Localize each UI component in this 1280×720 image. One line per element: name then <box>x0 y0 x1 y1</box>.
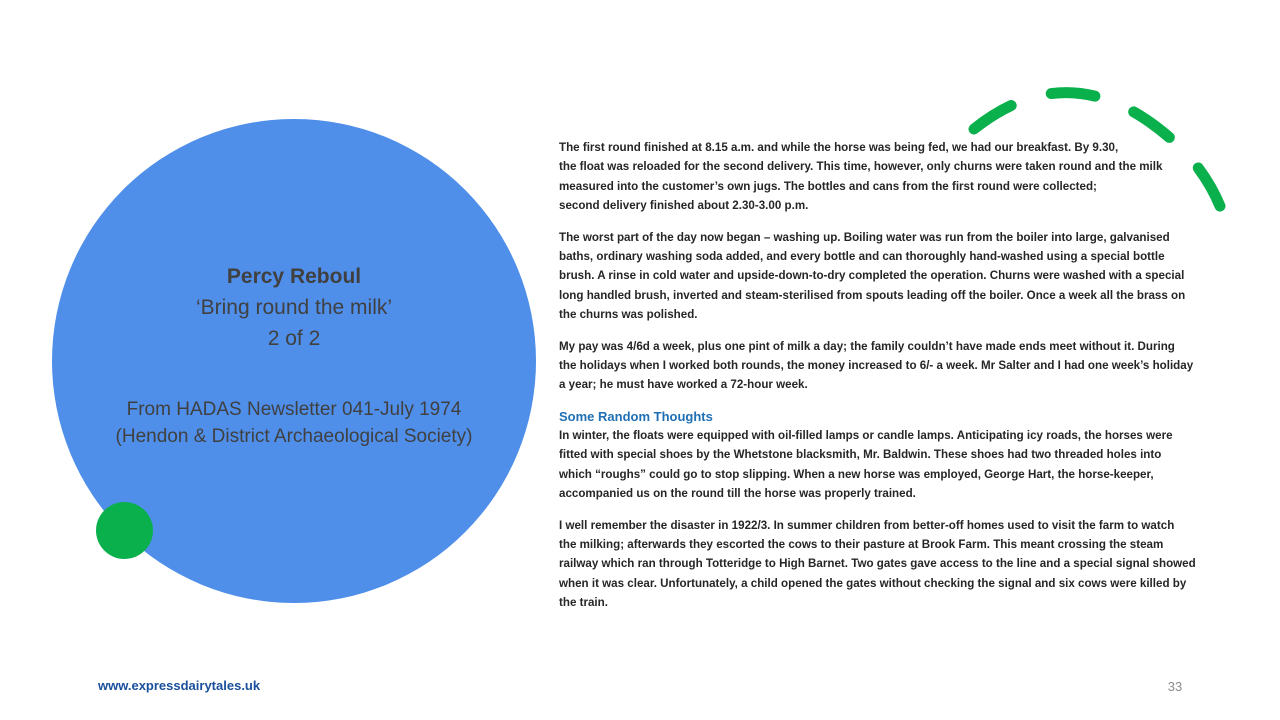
text-line: second delivery finished about 2.30-3.00 p.m. <box>559 199 809 213</box>
article-body <box>559 138 1259 625</box>
text-line: In winter, the floats were equipped with oil-filled lamps or candle lamps. Anticipating icy roads, the horses were <box>559 428 1173 442</box>
paragraph-1 <box>559 138 1259 216</box>
text-line: the float was reloaded for the second delivery. This time, however, only churns were taken round and the milk <box>559 160 1163 174</box>
text-line: railway which ran through Totteridge to High Barnet. Two gates gave access to the line and a special signal showed <box>559 557 1196 571</box>
paragraph-4 <box>559 426 1259 504</box>
text-line: The first round finished at 8.15 a.m. and while the horse was being fed, we had our breakfast. By 9.30, <box>559 141 1119 154</box>
source-line-1: From HADAS Newsletter 041-July 1974 <box>126 399 462 420</box>
text-line: baths, ordinary washing soda added, and every bottle and can thoroughly hand-washed using a special bottle <box>559 250 1165 264</box>
page-number: 33 <box>1167 679 1183 694</box>
text-line: when it was clear. Unfortunately, a child opened the gates without checking the signal and six cows were killed by <box>559 576 1187 590</box>
text-line: accompanied us on the round till the horse was properly trained. <box>559 487 916 501</box>
source-line-2: (Hendon & District Archaeological Society) <box>115 426 473 447</box>
paragraph-5 <box>559 516 1259 613</box>
article-title: ‘Bring round the milk’ <box>195 296 393 319</box>
decorative-green-dot <box>96 502 153 559</box>
text-line: the milking; afterwards they escorted the cows to their pasture at Brook Farm. This meant crossing the steam <box>559 537 1164 551</box>
footer-website-link[interactable]: www.expressdairytales.uk <box>98 678 261 693</box>
author-name: Percy Reboul <box>226 265 362 288</box>
text-line: the holidays when I worked both rounds, the money increased to 6/- a week. Mr Salter and I had one week’s holiday <box>559 359 1194 373</box>
source-citation <box>52 396 536 450</box>
text-line: I well remember the disaster in 1922/3. In summer children from better-off homes used to visit the farm to watch <box>559 518 1175 532</box>
text-line: the train. <box>559 596 608 610</box>
text-line: The worst part of the day now began – washing up. Boiling water was run from the boiler into large, galvanised <box>559 230 1170 244</box>
text-line: long handled brush, inverted and steam-sterilised from spouts leading off the boiler. Once a week all the brass on <box>559 288 1186 302</box>
text-line: My pay was 4/6d a week, plus one pint of milk a day; the family couldn’t have made ends meet without it. During <box>559 339 1175 353</box>
section-heading: Some Random Thoughts <box>559 408 713 424</box>
text-line: which “roughs” could go to stop slipping. When a new horse was employed, George Hart, the horse-keeper, <box>559 467 1154 481</box>
text-line: the churns was polished. <box>559 308 698 322</box>
text-line: brush. A rinse in cold water and upside-down-to-dry completed the operation. Churns were washed with a special <box>559 269 1185 283</box>
paragraph-3 <box>559 337 1259 395</box>
part-indicator: 2 of 2 <box>267 327 321 350</box>
text-line: measured into the customer’s own jugs. The bottles and cans from the first round were collected; <box>559 179 1097 193</box>
text-line: a year; he must have worked a 72-hour week. <box>559 378 808 392</box>
text-line: fitted with special shoes by the Whetstone blacksmith, Mr. Baldwin. These shoes had two threaded holes into <box>559 448 1162 462</box>
title-block <box>52 262 536 450</box>
paragraph-2 <box>559 228 1259 325</box>
